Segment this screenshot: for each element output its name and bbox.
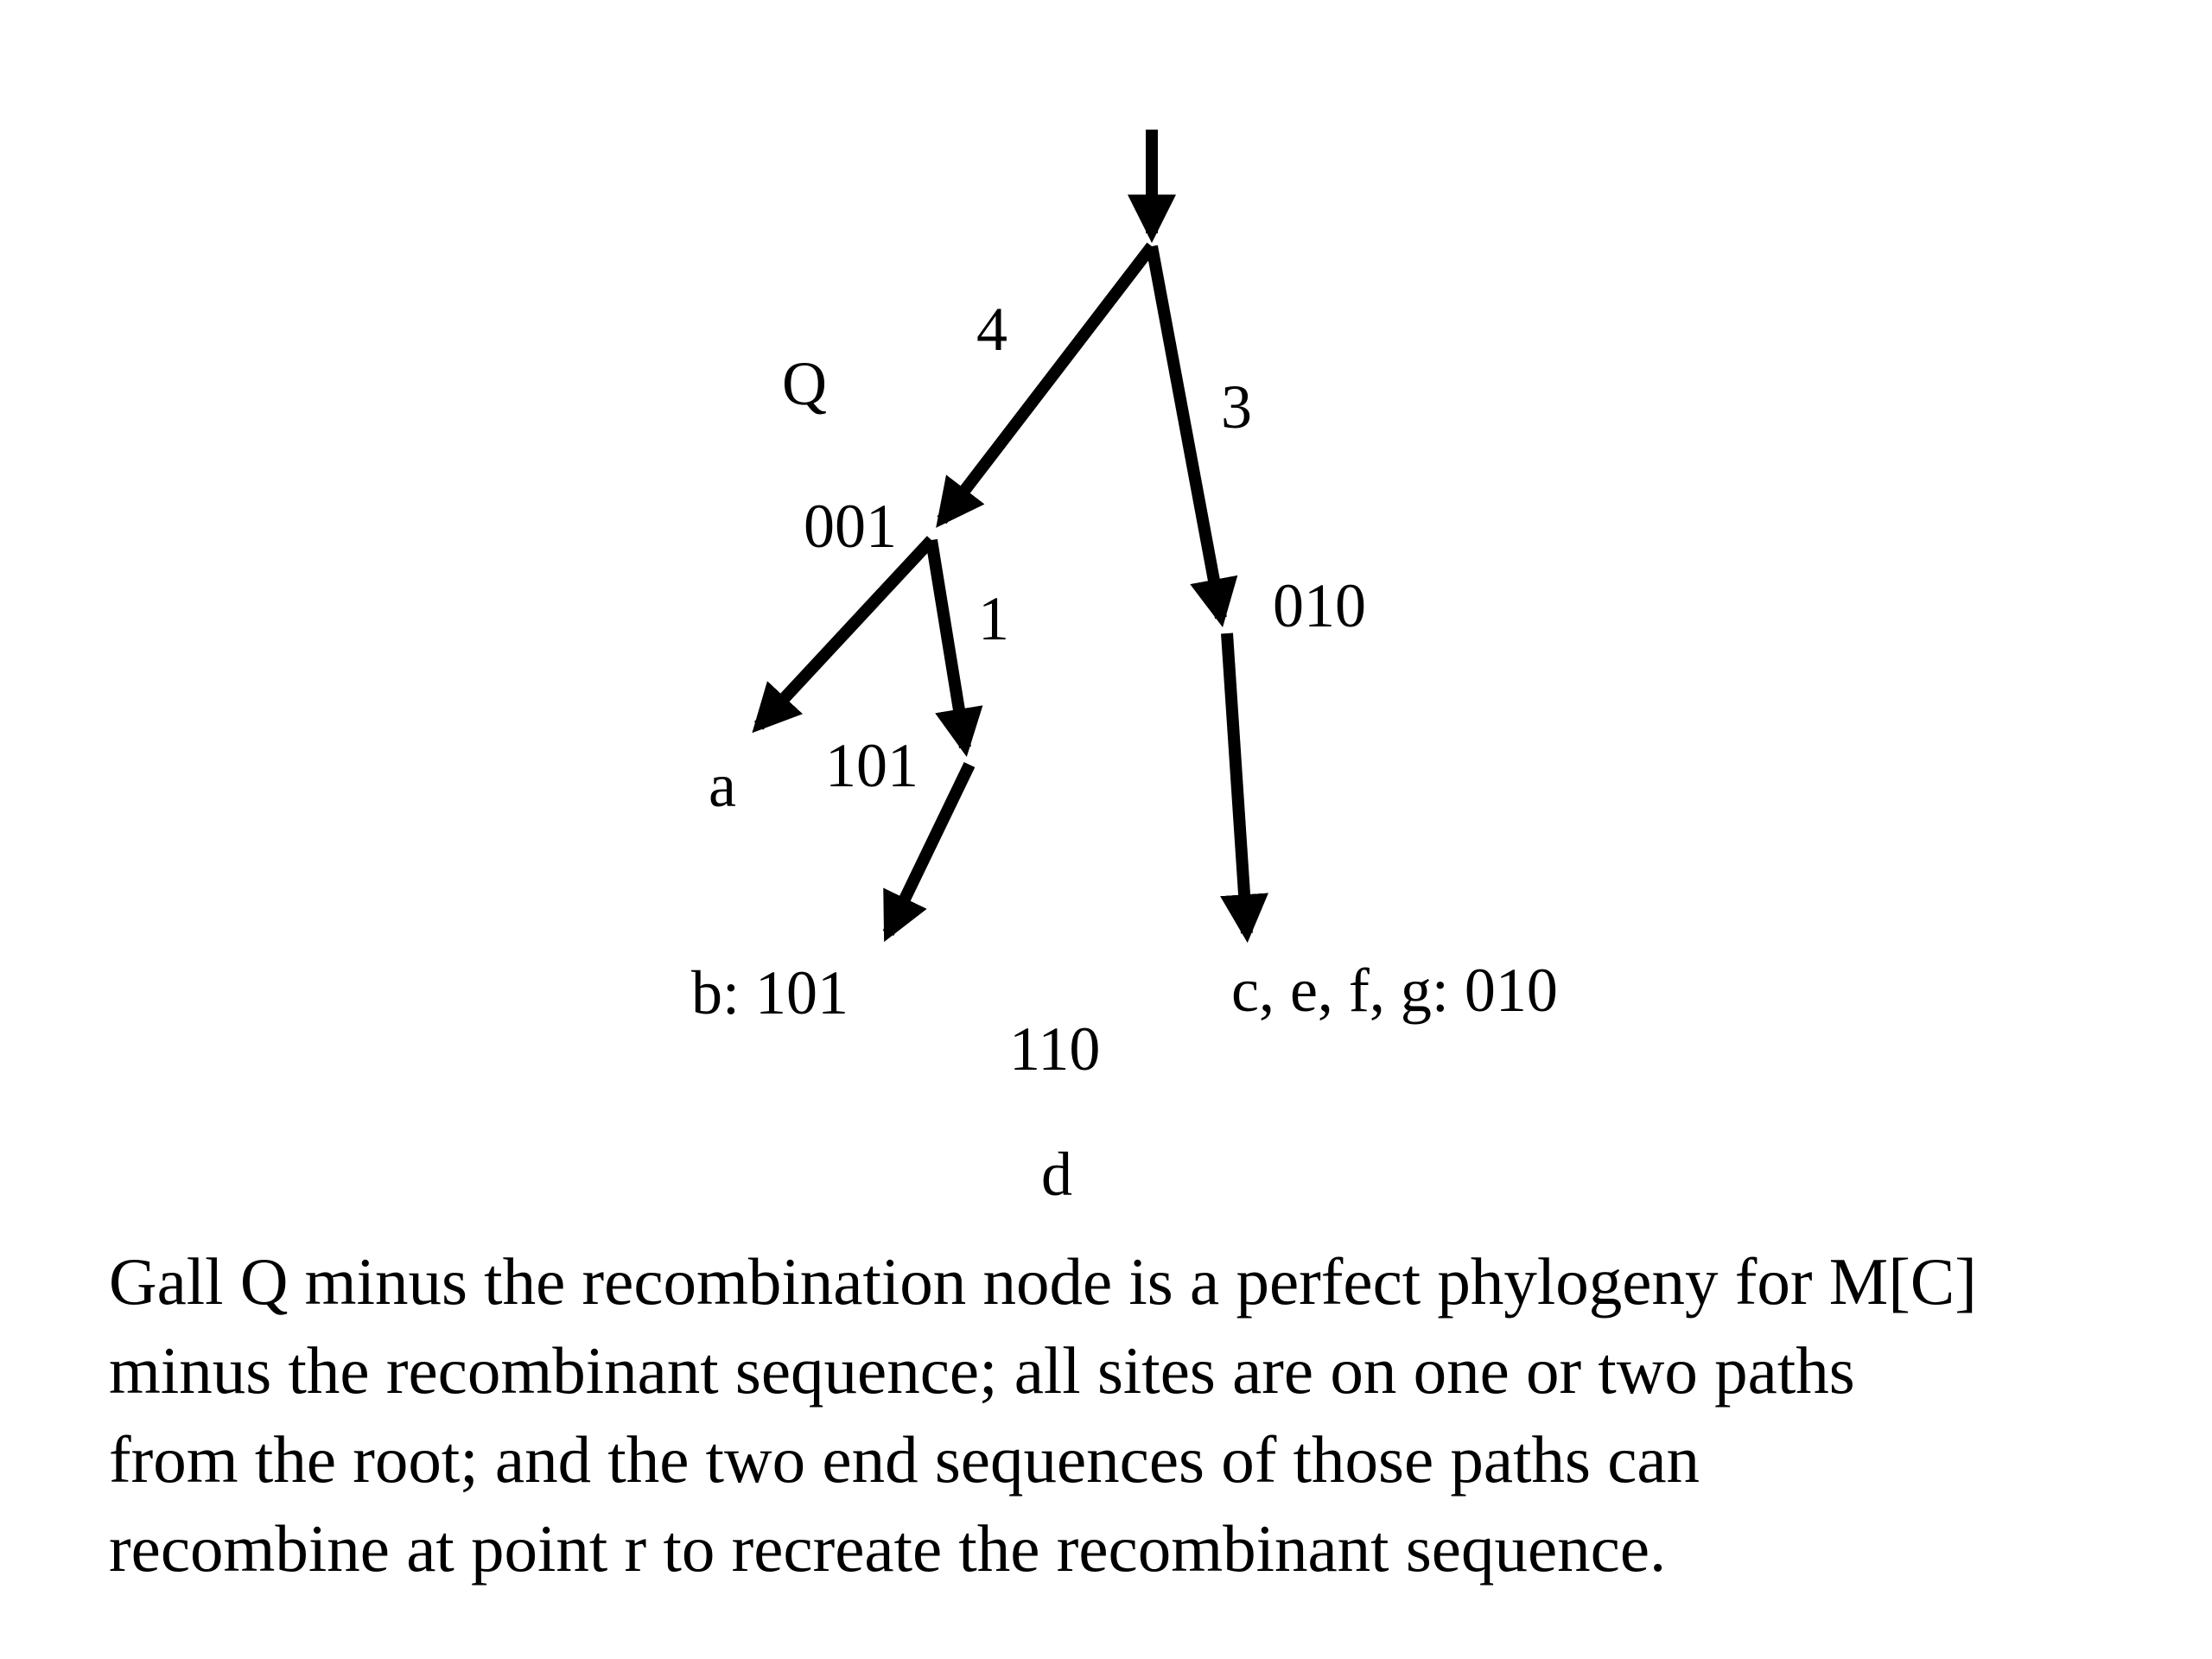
edge-label-root-right: 3 [1221,372,1252,442]
edge-root-to-left-internal [942,246,1152,520]
edge-root-to-right-internal [1152,246,1221,618]
edge-left-internal-to-mid [931,540,965,747]
caption-line: Gall Q minus the recombination node is a perfect phylogeny for M[C] [109,1244,1977,1319]
edge-right-internal-to-cefg [1227,633,1247,933]
gall-label: Q [782,349,827,418]
edge-label-root-left: 4 [976,295,1007,364]
edge-left-internal-to-a [759,540,931,726]
node-label-mid-internal: 101 [825,731,918,800]
figure-caption [109,1237,2200,1593]
caption-line: recombine at point r to recreate the recombinant sequence. [109,1511,1667,1586]
recombinant-sequence-label: 110 [1009,1014,1101,1084]
leaf-label-a: a [709,751,736,820]
node-label-left-internal: 001 [804,492,897,561]
recombinant-node-label: d [1041,1140,1072,1209]
edge-label-left-mid: 1 [978,584,1009,653]
caption-line: from the root; and the two end sequences of those paths can [109,1422,1700,1497]
leaf-label-cefg: c, e, f, g: 010 [1231,956,1558,1025]
caption-line: minus the recombinant sequence; all sites are on one or two paths [109,1333,1855,1408]
leaf-label-b: b: 101 [691,958,849,1027]
node-label-right-internal: 010 [1273,571,1366,640]
